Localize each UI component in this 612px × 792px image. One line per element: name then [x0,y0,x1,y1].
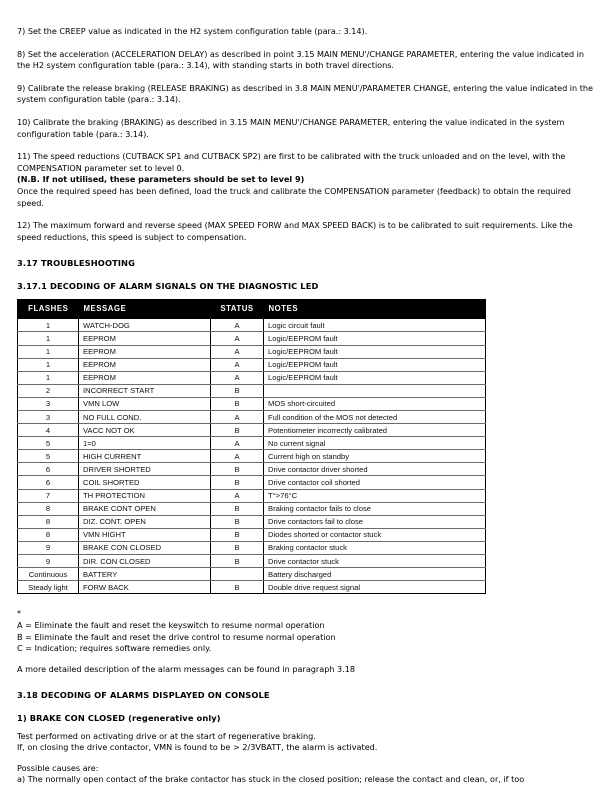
console-test-line-2: If, on closing the drive contactor, VMN is found to be > 2/3VBATT, the alarm is activated. [17,742,378,753]
alarm-table-head [18,300,486,319]
cell-notes: Diodes shorted or contactor stuck [264,528,486,541]
table-row [18,568,486,581]
cell-message: BRAKE CONT OPEN [79,502,211,515]
cell-status: B [211,502,264,515]
table-row [18,528,486,541]
cell-status: A [211,319,264,332]
cell-flashes: 4 [18,424,79,437]
cell-message: INCORRECT START [79,384,211,397]
cell-flashes: Continuous [18,568,79,581]
cell-notes: Drive contactors fail to close [264,515,486,528]
table-row [18,332,486,345]
table-row [18,450,486,463]
cell-message: VACC NOT OK [79,424,211,437]
cell-notes: Double drive request signal [264,581,486,594]
table-row [18,410,486,423]
cell-notes: Logic circuit fault [264,319,486,332]
cell-status: B [211,476,264,489]
cell-notes: Logic/EEPROM fault [264,358,486,371]
cell-flashes: 2 [18,384,79,397]
cell-notes [264,384,486,397]
table-row [18,555,486,568]
cell-status: B [211,384,264,397]
cell-notes: Braking contactor stuck [264,541,486,554]
table-row [18,384,486,397]
cell-message: WATCH-DOG [79,319,211,332]
cell-flashes: 1 [18,319,79,332]
cell-flashes: 8 [18,528,79,541]
table-row [18,437,486,450]
paragraph-item-8: 8) Set the acceleration (ACCELERATION DELAY) as described in point 3.15 MAIN MENU'/CHANGE PARAMETER, entering the value indicated in the H2 system configuration table (para.: 3.14), with standing starts in both travel directions. [17,48,584,71]
cell-message: VMN HIGHT [79,528,211,541]
cell-status: A [211,358,264,371]
cell-status: B [211,528,264,541]
cell-message: DIR. CON CLOSED [79,555,211,568]
cell-message: NO FULL COND. [79,410,211,423]
cell-status: A [211,489,264,502]
footnote-status-b: B = Eliminate the fault and reset the drive control to resume normal operation [17,631,336,642]
cell-notes: Full condition of the MOS not detected [264,410,486,423]
cell-notes: Braking contactor fails to close [264,502,486,515]
alarm-table-header-row [18,300,486,319]
table-row [18,371,486,384]
cell-message: FORW BACK [79,581,211,594]
table-row [18,358,486,371]
cell-notes: Drive contactor stuck [264,555,486,568]
cell-flashes: 1 [18,345,79,358]
table-bottom-spacer [17,594,595,608]
cell-flashes: 9 [18,555,79,568]
column-header-notes: NOTES [264,300,486,319]
table-row [18,345,486,358]
cell-notes: Potentiometer incorrectly calibrated [264,424,486,437]
cell-flashes: 6 [18,476,79,489]
cell-notes: Logic/EEPROM fault [264,371,486,384]
subheading-brake-con-closed: 1) BRAKE CON CLOSED (regenerative only) [17,712,221,723]
alarm-table-body [18,319,486,594]
cell-notes: Drive contactor driver shorted [264,463,486,476]
cell-status: B [211,541,264,554]
column-header-status: STATUS [211,300,264,319]
cell-notes: MOS short-circuited [264,397,486,410]
cell-message: DIZ. CONT. OPEN [79,515,211,528]
paragraph-item-11-line2: Once the required speed has been defined, load the truck and calibrate the COMPENSATION parameter (feedback) to obtain the required speed. [17,185,571,208]
more-details-note: A more detailed description of the alarm messages can be found in paragraph 3.18 [17,663,356,674]
paragraph-item-7: 7) Set the CREEP value as indicated in the H2 system configuration table (para.: 3.14). [17,26,368,36]
table-row [18,319,486,332]
table-row [18,489,486,502]
footnote-asterisk: * [17,608,22,619]
table-row [18,424,486,437]
table-row [18,502,486,515]
cell-status: B [211,424,264,437]
cell-message: TH PROTECTION [79,489,211,502]
cell-message: EEPROM [79,358,211,371]
cell-notes: Logic/EEPROM fault [264,332,486,345]
cell-status: A [211,371,264,384]
cell-flashes: 1 [18,371,79,384]
heading-3-17-1: 3.17.1 DECODING OF ALARM SIGNALS ON THE DIAGNOSTIC LED [17,281,319,292]
table-row [18,581,486,594]
alarm-table-wrapper [17,299,595,594]
paragraph-item-11-line1: 11) The speed reductions (CUTBACK SP1 and CUTBACK SP2) are first to be calibrated with the truck unloaded and on the level, with the COMPENSATION parameter set to level 0. [17,151,566,173]
table-row [18,463,486,476]
footnote-spacer [17,655,595,664]
column-header-flashes: FLASHES [18,300,79,319]
cell-notes: Drive contactor coil shorted [264,476,486,489]
cell-flashes: 5 [18,450,79,463]
cell-status: B [211,555,264,568]
cell-notes: No current signal [264,437,486,450]
footnote-status-a: A = Eliminate the fault and reset the keyswitch to resume normal operation [17,620,325,631]
cell-status: B [211,397,264,410]
table-row [18,541,486,554]
cell-flashes: 1 [18,358,79,371]
possible-causes-intro: Possible causes are: [17,762,99,773]
cell-flashes: 8 [18,502,79,515]
cell-flashes: Steady light [18,581,79,594]
cell-message: VMN LOW [79,397,211,410]
cell-flashes: 1 [18,332,79,345]
paragraph-item-12: 12) The maximum forward and reverse speed (MAX SPEED FORW and MAX SPEED BACK) is to be calibrated to suit requirements. Like the speed reductions, this speed is subject to compensation. [17,220,573,242]
cell-message: 1=0 [79,437,211,450]
cell-message: BRAKE CON CLOSED [79,541,211,554]
table-row [18,515,486,528]
table-row [18,476,486,489]
footnote-status-c: C = Indication; requires software remedies only. [17,643,212,654]
cell-flashes: 9 [18,541,79,554]
cell-notes: Logic/EEPROM fault [264,345,486,358]
cause-item-a: a) The normally open contact of the brake contactor has stuck in the closed position; release the contact and clean, or, if too [17,774,525,785]
paragraph-item-11-note: (N.B. If not utilised, these parameters should be set to level 9) [17,174,305,185]
cell-status: B [211,581,264,594]
cell-message: COIL SHORTED [79,476,211,489]
cell-flashes: 7 [18,489,79,502]
cell-status: A [211,345,264,358]
cell-flashes: 3 [18,397,79,410]
cell-message: EEPROM [79,332,211,345]
cell-message: HIGH CURRENT [79,450,211,463]
alarm-signals-table [17,299,486,594]
cell-message: EEPROM [79,345,211,358]
causes-spacer [17,754,595,763]
cell-flashes: 6 [18,463,79,476]
console-test-line-1: Test performed on activating drive or at the start of regenerative braking. [17,730,316,741]
heading-3-17: 3.17 TROUBLESHOOTING [17,258,136,269]
paragraph-item-9: 9) Calibrate the release braking (RELEASE BRAKING) as described in 3.8 MAIN MENU'/PARAMETER CHANGE, entering the value indicated in the system configuration table (para.: 3.14). [17,82,593,105]
cell-status: A [211,410,264,423]
cell-message: DRIVER SHORTED [79,463,211,476]
cell-status: A [211,332,264,345]
cell-status: A [211,437,264,450]
cell-flashes: 5 [18,437,79,450]
cell-notes: Current high on standby [264,450,486,463]
cell-flashes: 3 [18,410,79,423]
column-header-message: MESSAGE [79,300,211,319]
cell-flashes: 8 [18,515,79,528]
cell-status [211,568,264,581]
heading-3-18: 3.18 DECODING OF ALARMS DISPLAYED ON CONSOLE [17,689,270,700]
cell-message: BATTERY [79,568,211,581]
paragraph-item-10: 10) Calibrate the braking (BRAKING) as described in 3.15 MAIN MENU'/CHANGE PARAMETER, entering the value indicated in the system configuration table (para.: 3.14). [17,116,565,139]
cell-message: EEPROM [79,371,211,384]
cell-status: B [211,463,264,476]
cell-status: A [211,450,264,463]
cell-status: B [211,515,264,528]
table-row [18,397,486,410]
cell-notes: T°>76°C [264,489,486,502]
cell-notes: Battery discharged [264,568,486,581]
